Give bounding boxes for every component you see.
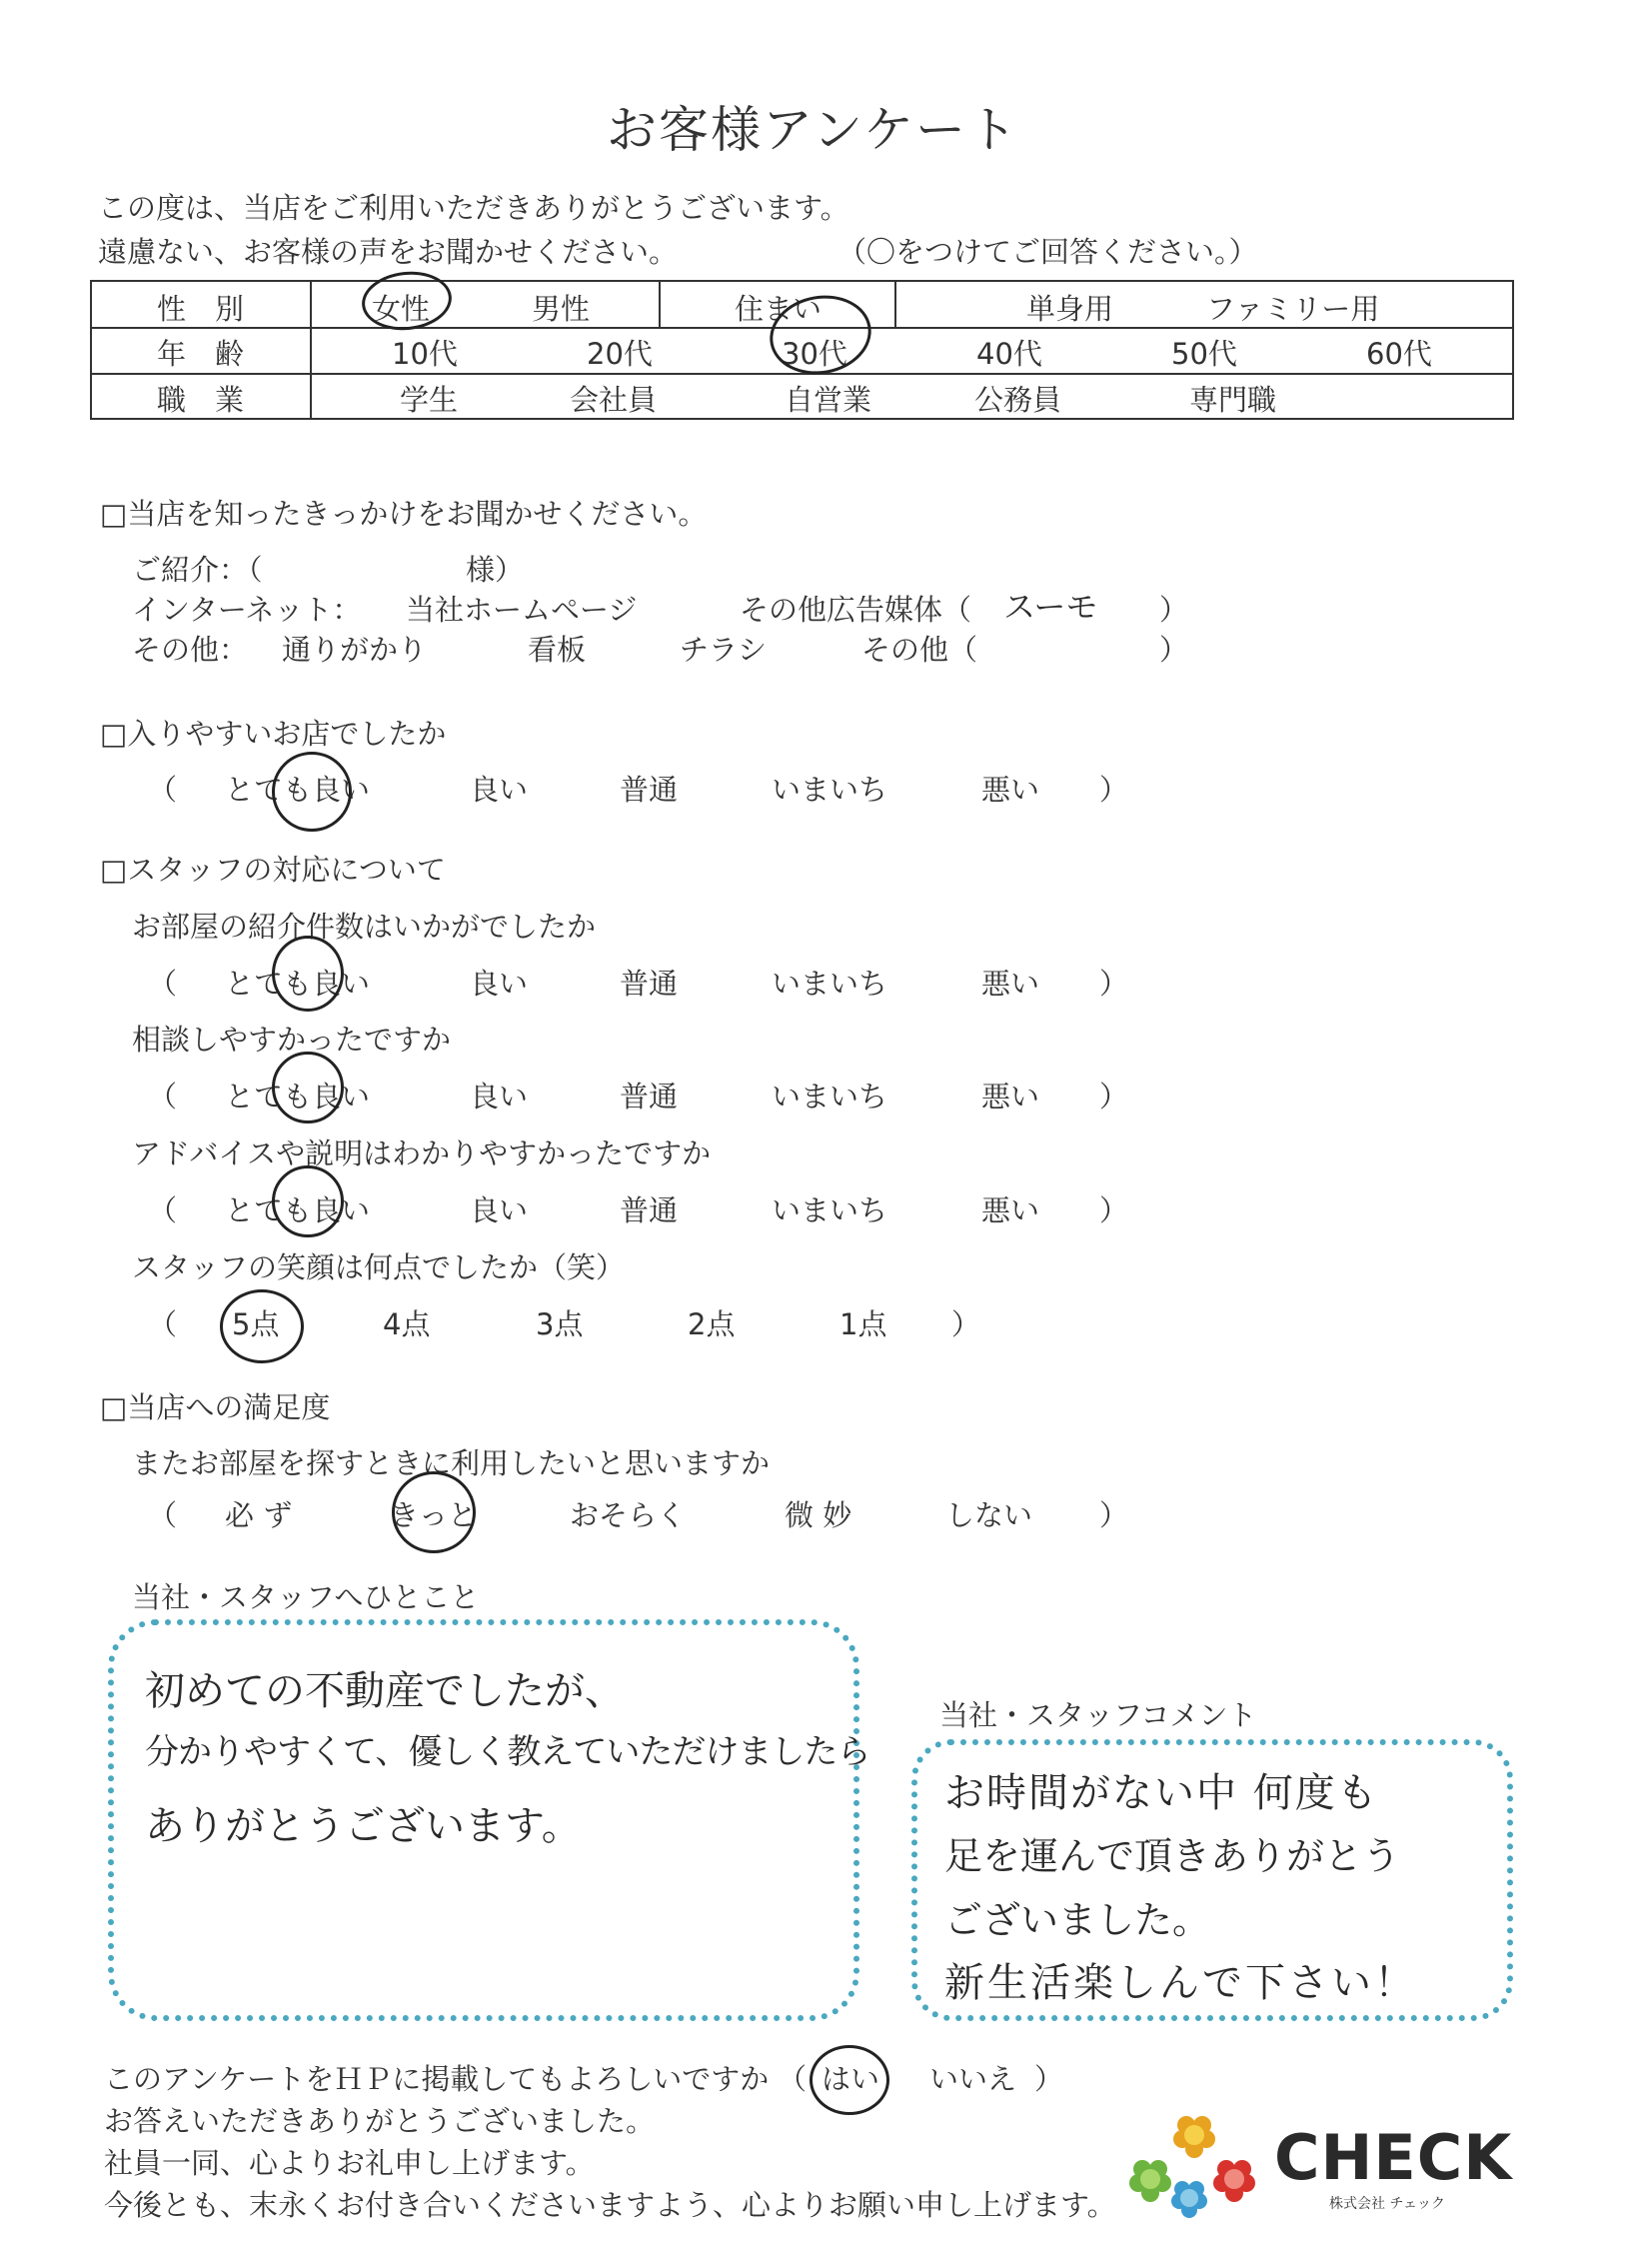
q2-title: □入りやすいお店でしたか <box>100 717 447 751</box>
q3-sub2-option-so-so[interactable]: いまいち <box>772 1080 888 1114</box>
q2-close: ） <box>1099 773 1129 807</box>
q2-open: （ <box>148 773 178 807</box>
staff-comment-line-3: ございました。 <box>944 1898 1211 1942</box>
q4-close: ） <box>1099 1498 1129 1532</box>
q1-other-media-answer[interactable]: スーモ <box>1003 588 1098 626</box>
staff-comment-line-1: お時間がない中 何度も <box>944 1770 1379 1816</box>
job-option-specialist[interactable]: 専門職 <box>1189 383 1277 417</box>
age-option-40s[interactable]: 40代 <box>976 337 1042 371</box>
housing-option-single[interactable]: 単身用 <box>1026 292 1114 326</box>
q3-score-1[interactable]: 1点 <box>839 1307 887 1341</box>
q1-internet-label: インターネット： <box>132 593 362 627</box>
comment-line-2: 分かりやすくて、優しく教えていただけましたら <box>145 1732 870 1772</box>
q3-sub1-option-so-so[interactable]: いまいち <box>772 967 888 1001</box>
q3-sub1-option-very-good[interactable]: とても良い <box>225 967 371 1001</box>
q1-other-media-label: その他広告媒体（ <box>740 593 972 627</box>
q3-sub3-option-bad[interactable]: 悪い <box>981 1193 1040 1227</box>
selection-circle <box>810 2045 889 2115</box>
selection-circle <box>272 1165 344 1237</box>
q1-option-signboard[interactable]: 看板 <box>528 633 587 667</box>
q1-internet-option[interactable]: 当社ホームページ <box>406 593 638 627</box>
q3-sub1-option-good[interactable]: 良い <box>470 967 529 1001</box>
intro-line-2: 遠慮ない、お客様の声をお聞かせください。 <box>98 235 679 269</box>
age-option-30s[interactable]: 30代 <box>782 337 847 371</box>
q1-other-other: その他（ <box>861 633 978 667</box>
q3-score-3[interactable]: 3点 <box>536 1307 584 1341</box>
selection-circle <box>272 1052 344 1124</box>
job-label: 職 業 <box>157 383 245 417</box>
q2-option-good[interactable]: 良い <box>470 773 529 807</box>
q4-sub: またお部屋を探すときに利用したいと思いますか <box>132 1446 771 1480</box>
q4-option-definitely[interactable]: 必 ず <box>225 1498 293 1532</box>
q2-option-very-good[interactable]: とても良い <box>225 773 371 807</box>
q1-close-paren-2: ） <box>1159 633 1189 667</box>
q3-sub3: アドバイスや説明はわかりやすかったですか <box>132 1136 712 1170</box>
logo-name: CHECK <box>1274 2121 1513 2194</box>
q1-title: □当店を知ったきっかけをお聞かせください。 <box>100 497 708 531</box>
q2-option-normal[interactable]: 普通 <box>620 773 679 807</box>
comment-label: 当社・スタッフへひとこと <box>132 1580 480 1614</box>
staff-comment-label: 当社・スタッフコメント <box>939 1698 1257 1732</box>
age-label: 年 齢 <box>157 337 245 371</box>
q1-intro-suffix: 様） <box>466 553 525 587</box>
job-option-self-employed[interactable]: 自営業 <box>785 383 872 417</box>
housing-option-family[interactable]: ファミリー用 <box>1206 292 1380 326</box>
q3-score-4[interactable]: 4点 <box>383 1307 431 1341</box>
q4-option-no[interactable]: しない <box>945 1498 1033 1532</box>
q1-intro-label: ご紹介：（ <box>132 553 263 587</box>
publish-close: ） <box>1034 2062 1064 2096</box>
q4-option-surely[interactable]: きっと <box>390 1498 478 1532</box>
closing-line-1: お答えいただきありがとうございました。 <box>104 2104 656 2138</box>
selection-circle <box>272 752 352 832</box>
q3-sub2-option-very-good[interactable]: とても良い <box>225 1080 371 1114</box>
staff-comment-line-2: 足を運んで頂きありがとう <box>944 1834 1401 1878</box>
q3-sub2: 相談しやすかったですか <box>132 1023 452 1057</box>
q3-sub1-option-normal[interactable]: 普通 <box>620 967 679 1001</box>
intro-instruction: （〇をつけてご回答ください。） <box>837 235 1258 269</box>
gender-option-female[interactable]: 女性 <box>372 292 431 326</box>
staff-comment-line-4: 新生活楽しんで下さい！ <box>944 1960 1417 2006</box>
q4-option-doubtful[interactable]: 微 妙 <box>785 1498 852 1532</box>
q3-sub3-option-good[interactable]: 良い <box>470 1193 529 1227</box>
q1-close-paren: ） <box>1159 593 1189 627</box>
publish-open: （ <box>778 2062 808 2096</box>
q3-sub2-option-normal[interactable]: 普通 <box>620 1080 679 1114</box>
housing-label: 住まい <box>735 292 823 326</box>
q3-sub4-close: ） <box>951 1307 981 1341</box>
q2-option-bad[interactable]: 悪い <box>981 773 1040 807</box>
q3-sub2-open: （ <box>148 1080 178 1114</box>
publish-yes[interactable]: はい <box>822 2062 880 2096</box>
q3-sub4: スタッフの笑顔は何点でしたか（笑） <box>132 1250 626 1284</box>
publish-no[interactable]: いいえ <box>929 2062 1017 2096</box>
q3-sub3-option-so-so[interactable]: いまいち <box>772 1193 888 1227</box>
job-option-civil-servant[interactable]: 公務員 <box>974 383 1062 417</box>
q1-option-passing[interactable]: 通りがかり <box>282 633 428 667</box>
q3-sub2-close: ） <box>1099 1080 1129 1114</box>
age-option-60s[interactable]: 60代 <box>1366 337 1432 371</box>
q4-title: □当店への満足度 <box>100 1390 331 1424</box>
page-title: お客様アンケート <box>607 101 1019 159</box>
closing-line-2: 社員一同、心よりお礼申し上げます。 <box>104 2146 595 2180</box>
q3-sub1: お部屋の紹介件数はいかがでしたか <box>132 910 597 944</box>
company-logo <box>1124 2107 1513 2227</box>
q3-sub2-option-bad[interactable]: 悪い <box>981 1080 1040 1114</box>
q3-sub1-open: （ <box>148 967 178 1001</box>
logo-sub: 株式会社 チェック <box>1329 2196 1446 2212</box>
q3-sub2-option-good[interactable]: 良い <box>470 1080 529 1114</box>
q1-option-flyer[interactable]: チラシ <box>680 633 768 667</box>
q3-sub3-option-normal[interactable]: 普通 <box>620 1193 679 1227</box>
gender-label: 性 別 <box>157 292 245 326</box>
q4-open: （ <box>148 1498 178 1532</box>
gender-option-male[interactable]: 男性 <box>532 292 591 326</box>
intro-line-1: この度は、当店をご利用いただきありがとうございます。 <box>98 191 849 225</box>
q4-option-probably[interactable]: おそらく <box>570 1498 687 1532</box>
job-option-employee[interactable]: 会社員 <box>570 383 658 417</box>
q3-sub3-open: （ <box>148 1193 178 1227</box>
selection-circle <box>220 1289 304 1363</box>
q3-sub4-open: （ <box>148 1307 178 1341</box>
age-option-20s[interactable]: 20代 <box>587 337 653 371</box>
q3-sub1-close: ） <box>1099 967 1129 1001</box>
closing-line-3: 今後とも、末永くお付き合いくださいますよう、心よりお願い申し上げます。 <box>104 2188 1116 2222</box>
q3-sub3-option-very-good[interactable]: とても良い <box>225 1193 371 1227</box>
flower-logo-icon <box>1124 2107 1274 2227</box>
comment-line-3: ありがとうございます。 <box>145 1803 582 1849</box>
comment-line-1: 初めての不動産でしたが、 <box>145 1668 625 1714</box>
q3-sub1-option-bad[interactable]: 悪い <box>981 967 1040 1001</box>
publish-question: このアンケートをＨＰに掲載してもよろしいですか <box>104 2062 770 2096</box>
selection-circle <box>392 1471 476 1553</box>
q3-sub3-close: ） <box>1099 1193 1129 1227</box>
q3-title: □スタッフの対応について <box>100 853 446 887</box>
job-option-student[interactable]: 学生 <box>400 383 459 417</box>
q1-other-label: その他： <box>132 633 249 667</box>
q3-score-5[interactable]: 5点 <box>232 1307 280 1341</box>
age-option-50s[interactable]: 50代 <box>1171 337 1237 371</box>
selection-circle <box>272 936 344 1012</box>
age-option-10s[interactable]: 10代 <box>392 337 458 371</box>
q3-score-2[interactable]: 2点 <box>688 1307 736 1341</box>
q2-option-so-so[interactable]: いまいち <box>772 773 888 807</box>
